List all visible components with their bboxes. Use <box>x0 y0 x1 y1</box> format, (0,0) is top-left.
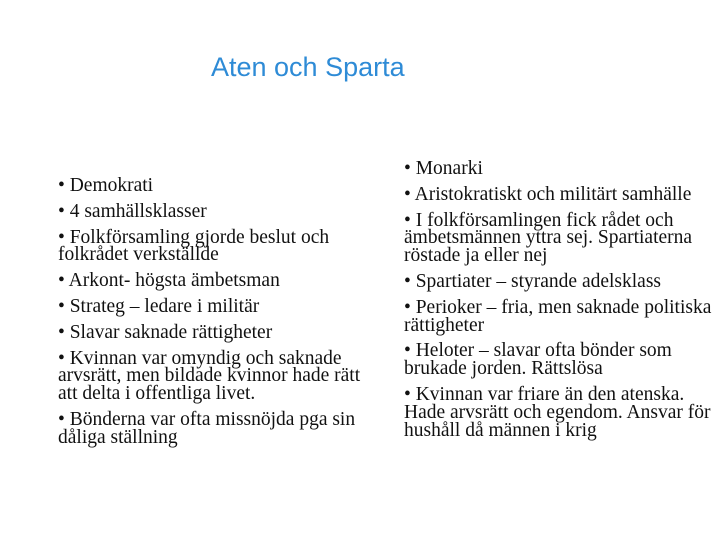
list-item: • Slavar saknade rättigheter <box>58 321 273 343</box>
list-item: • Aristokratiskt och militärt samhälle <box>404 183 692 205</box>
list-item: • Kvinnan var omyndig och saknade arvsrätt, men bildade kvinnor hade rätt att delta i offentliga livet. <box>58 347 361 405</box>
list-item: • Spartiater – styrande adelsklass <box>404 270 662 292</box>
list-item: • Kvinnan var friare än den atenska. Hade arvsrätt och egendom. Ansvar för hushåll då männen i krig <box>404 383 711 441</box>
list-item: • 4 samhällsklasser <box>58 200 207 222</box>
sparta-list <box>404 160 719 447</box>
slide-title: Aten och Sparta <box>211 52 405 82</box>
list-item: • Perioker – fria, men saknade politiska rättigheter <box>404 296 712 336</box>
list-item: • Folkförsamling gjorde beslut och folkrådet verkställde <box>58 226 330 266</box>
list-item: • Monarki <box>404 158 483 179</box>
list-item: • Heloter – slavar ofta bönder som brukade jorden. Rättslösa <box>404 340 672 380</box>
list-item: • Bönderna var ofta missnöjda pga sin dåliga ställning <box>58 408 356 448</box>
list-item: • Demokrati <box>58 175 154 196</box>
list-item: • Arkont- högsta ämbetsman <box>58 270 280 292</box>
list-item: • I folkförsamlingen fick rådet och ämbetsmännen yttra sej. Spartiaterna röstade ja eller nej <box>404 209 693 267</box>
athens-list <box>58 177 378 455</box>
list-item: • Strateg – ledare i militär <box>58 295 260 317</box>
